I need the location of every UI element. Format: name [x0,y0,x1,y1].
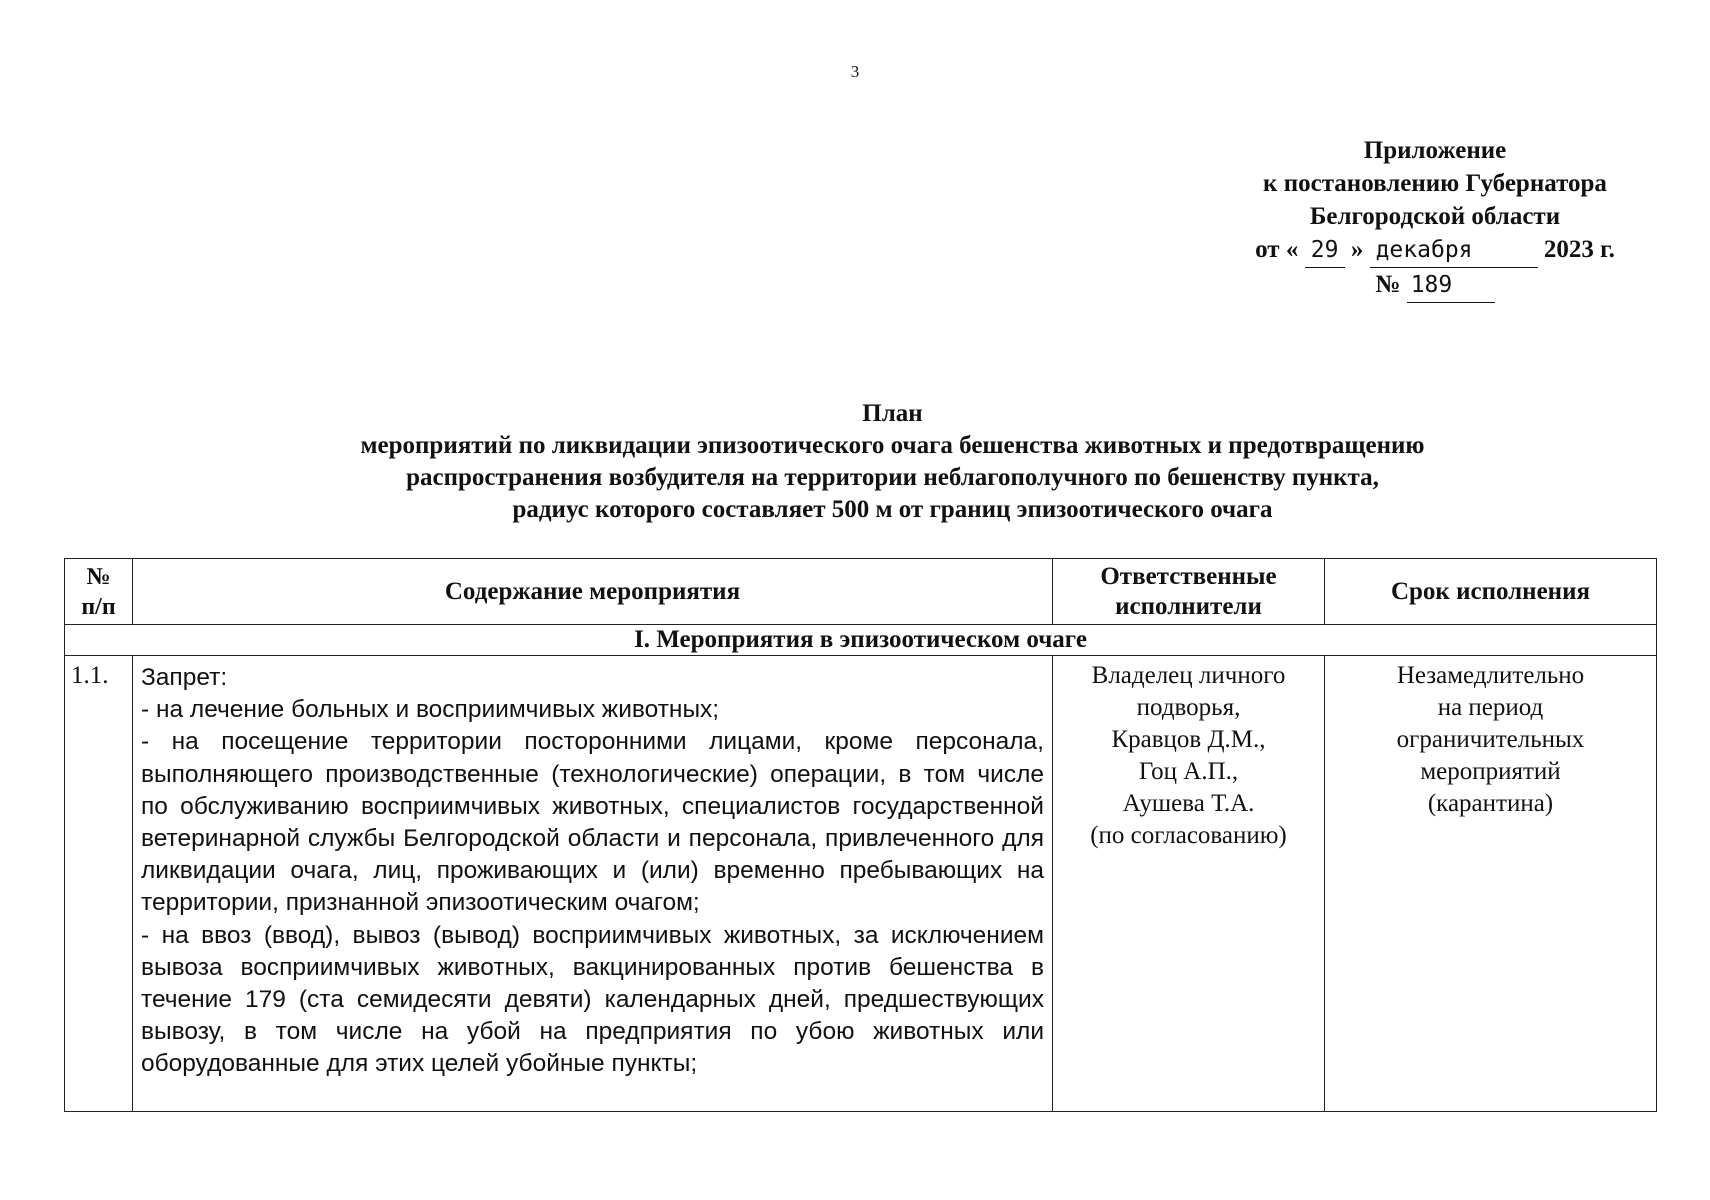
responsible-line: Кравцов Д.М., [1111,726,1266,753]
table-row [65,656,1657,1112]
deadline-line: ограничительных [1396,726,1585,753]
responsible-line: подворья, [1136,694,1241,721]
row-content [133,656,1053,1112]
content-item: - на лечение больных и восприимчивых животных; [141,696,720,724]
row-responsible [1053,656,1325,1112]
appendix-reference: к постановлению Губернатора [1263,170,1607,197]
responsible-line: Аушева Т.А. [1122,790,1255,817]
appendix-region: Белгородской области [1309,203,1561,230]
date-month: декабря [1370,234,1538,268]
appendix-date [1230,233,1640,268]
page-number: 3 [850,62,860,81]
deadline-line: (карантина) [1427,790,1554,817]
title-line-3: распространения возбудителя на территории неблагополучного по бешенству пункта, [406,464,1379,491]
title-line-1: План [862,400,923,427]
header-number-sign: № [86,563,111,590]
section-row [65,625,1657,656]
appendix-block [1230,134,1640,303]
deadline-line: Незамедлительно [1396,662,1585,689]
row-deadline [1325,656,1657,1112]
header-number [65,559,133,625]
header-content: Содержание мероприятия [133,559,1053,625]
document-title [150,398,1635,526]
appendix-title: Приложение [1363,137,1507,164]
document-number: 189 [1407,269,1495,303]
header-responsible: Ответственные исполнители [1053,559,1325,625]
date-prefix: от « [1255,236,1299,263]
content-item: - на посещение территории посторонними лицами, кроме персонала, выполняющего производственные (технологические) операции, в том числе по обслуживанию восприимчивых животных, специалистов государственной ветеринарной службы Белгородской области и персонала, привлеченного для ликвидации очага, лиц, проживающих и (или) временно пребывающих на территории, признанной эпизоотическим очагом; [141,728,1044,917]
title-line-4: радиус которого составляет 500 м от границ эпизоотического очага [512,496,1273,523]
table-header-row [65,559,1657,625]
deadline-line: мероприятий [1420,758,1561,785]
section-title: I. Мероприятия в эпизоотическом очаге [65,625,1657,656]
responsible-line: (по согласованию) [1090,822,1287,849]
header-number-pp: п/п [81,593,116,620]
header-deadline: Срок исполнения [1325,559,1657,625]
responsible-line: Гоц А.П., [1138,758,1239,785]
content-item: Запрет: [141,664,228,691]
number-prefix: № [1375,271,1401,298]
date-year: 2023 г. [1543,236,1615,263]
date-mid: » [1350,236,1364,263]
responsible-line: Владелец личного [1091,662,1286,689]
title-line-2: мероприятий по ликвидации эпизоотического очага бешенства животных и предотвращению [360,432,1425,459]
date-day: 29 [1305,234,1345,268]
row-number: 1.1. [65,656,133,1112]
appendix-number [1230,268,1640,303]
content-item: - на ввоз (ввод), вывоз (вывод) восприимчивых животных, за исключением вывоза восприимчивых животных, вакцинированных против бешенства в течение 179 (ста семидесяти девяти) календарных дней, предшествующих вывозу, в том числе на убой на предприятия по убою животных или оборудованные для этих целей убойные пункты; [141,921,1044,1078]
deadline-line: на период [1437,694,1544,721]
plan-table [64,558,1657,1112]
